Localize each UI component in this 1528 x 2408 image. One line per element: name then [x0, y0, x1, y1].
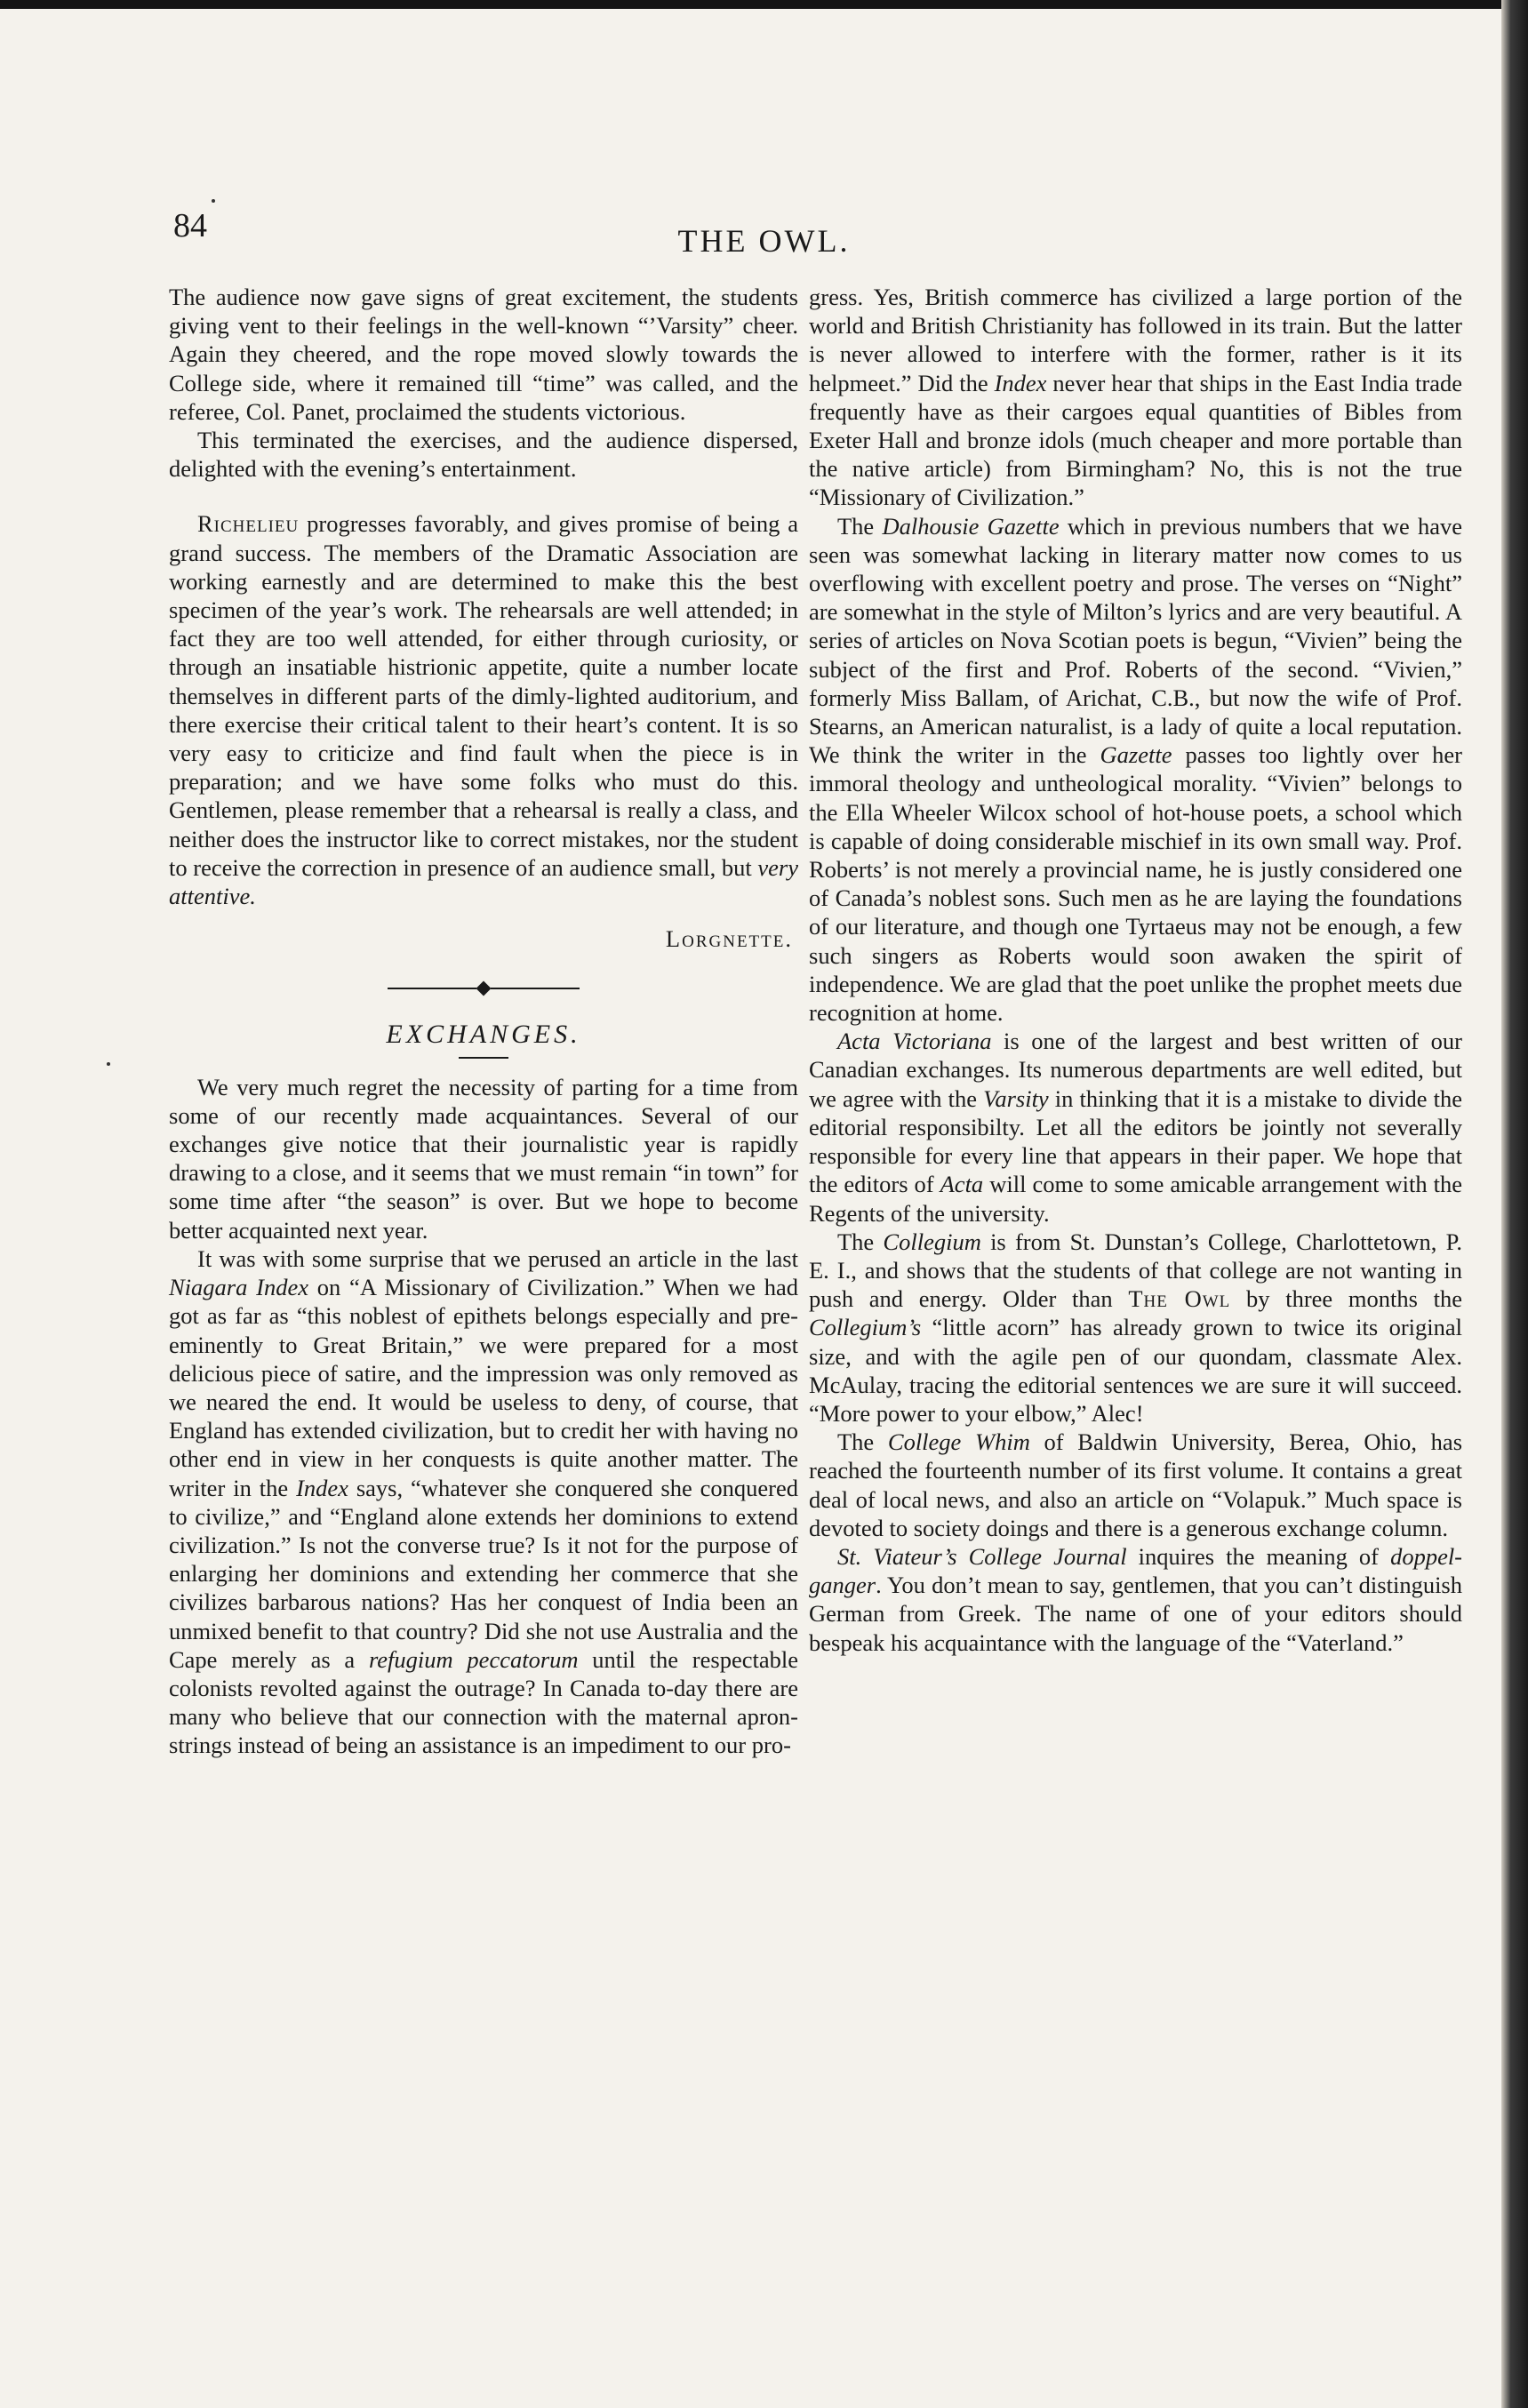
paragraph-text: will come to some amicable arrangement with the Regents of the university. — [809, 1171, 1462, 1227]
paragraph-text: until the respectable colonists revolted against the outrage? In Canada to-day there are many who believe that our connection with the maternal apron-strings instead of being an assistance is an impediment to our pro- — [169, 1645, 798, 1759]
paragraph — [169, 509, 798, 910]
print-speck — [107, 1062, 110, 1066]
publication-title: Dalhousie Gazette — [882, 512, 1060, 540]
paragraph-text: passes too lightly over her immoral theology and untheological morality. “Vivien” belongs to the Ella Wheeler Wilcox school of hot-house poets, a school which is capable of doing considerable mischief in its own small way. Prof. Roberts’ is not merely a provincial name, he is justly considered one of Canada’s noblest sons. Such men as he are laying the foundations of our literature, and though one Tyrtaeus may not be enough, a few such singers as Roberts would soon awaken the spirit of independence. We are glad that the poet unlike the prophet meets due recognition at home. — [809, 741, 1463, 1027]
paragraph-text: It was with some surprise that we perused an article in the last — [197, 1244, 798, 1272]
foreign-word: doppel-ganger — [809, 1542, 1463, 1599]
signature: Lorgnette. — [665, 925, 793, 953]
paragraph — [809, 283, 1462, 512]
paragraph-text: of Baldwin University, Berea, Ohio, has reached the fourteenth number of its first volume. It contains a great deal of local news, and also an article on “Volapuk.” Much space is devoted to society doings and there is a generous exchange column. — [809, 1428, 1463, 1541]
publication-title: Niagara Index — [169, 1274, 308, 1301]
publication-title: Collegium’s — [809, 1314, 922, 1341]
paragraph-text: The — [837, 512, 883, 540]
divider-line — [388, 988, 476, 989]
paragraph — [169, 1244, 798, 1760]
paragraph-text: which in previous numbers that we have seen was somewhat lacking in literary matter now comes to us overflowing with excellent poetry and prose. The verses on “Night” are somewhat in the style of Milton’s lyrics and are very beautiful. A series of articles on Nova Scotian poets is begun, “Vivien” being the subject of the first and Prof. Roberts of the second. “Vivien,” formerly Miss Ballam, of Arichat, C.B., but now the wife of Prof. Stearns, an American naturalist, is a lady of quite a local reputation. We think the writer in the — [809, 512, 1463, 769]
publication-title: Index — [994, 369, 1047, 396]
publication-title: College Whim — [887, 1428, 1030, 1456]
page-number: 84 — [173, 207, 207, 244]
publication-title: Acta Victoriana — [837, 1028, 992, 1055]
paragraph — [809, 512, 1462, 1028]
paragraph-text: is one of the largest and best written of our Canadian exchanges. Its numerous departments are well edited, but we agree with the — [809, 1028, 1462, 1112]
running-head: THE OWL. — [677, 223, 851, 259]
publication-title: Acta — [940, 1171, 984, 1198]
paragraph-text: progresses favorably, and gives promise of being a grand success. The members of the Dramatic Association are working earnestly and are determined to make this the best specimen of the year’s work. The rehearsals are well attended; in fact they are too well attended, for either through curiosity, or through an insatiable histrionic appetite, quite a number locate themselves in different parts of the dimly-lighted auditorium, and there exercise their critical talent to their heart’s content. It is so very easy to criticize and find fault when the piece is in preparation; and we have some folks who must do this. Gentlemen, please remember that a rehearsal is really a class, and neither does the instructor like to correct mistakes, nor the student to receive the correction in presence of an audience small, but — [169, 510, 798, 881]
paragraph-text: is from St. Dunstan’s College, Charlottetown, P. E. I., and shows that the students of that college are not wanting in push and energy. Older than — [809, 1228, 1462, 1313]
paragraph-text: “little acorn” has already grown to twice its original size, and with the agile pen of our quondam, classmate Alex. McAulay, tracing the editorial sentences we are sure it will succeed. “More power to your elbow,” Alec! — [809, 1314, 1462, 1427]
paragraph-text: in thinking that it is a mistake to divide the editorial responsibilty. Let all the editors be jointly not severally responsible for every line that appears in their paper. We hope that the editors of — [809, 1084, 1463, 1198]
paragraph-text: The — [837, 1428, 888, 1456]
paragraph — [809, 1428, 1462, 1542]
paragraph: The audience now gave signs of great excitement, the students giving vent to their feelings in the well-known “’Varsity” cheer. Again they cheered, and the rope moved slowly towards the College side, where it remained till “time” was called, and the referee, Col. Panet, proclaimed the students victorious. — [169, 284, 798, 425]
paragraph-text: . You don’t mean to say, gentlemen, that you can’t distinguish German from Greek. The name of one of your editors should bespeak his acquaintance with the language of the “Vaterland.” — [809, 1572, 1462, 1656]
paragraph-text: inquires the meaning of — [1126, 1542, 1391, 1570]
scan-binding-edge — [1501, 0, 1528, 2408]
paragraph: This terminated the exercises, and the audience dispersed, delighted with the evening’s entertainment. — [169, 427, 798, 483]
section-divider — [169, 983, 798, 994]
paragraph-text: on “A Missionary of Civilization.” When we had got as far as “this noblest of epithets belongs especially and pre-eminently to Great Britain,” we were prepared for a most delicious piece of satire, and the impression was only removed as we neared the end. It would be useless to deny, of course, that England has extended civilization, but to credit her with having no other end in view in her conquests is quite another matter. The writer in the — [169, 1274, 798, 1501]
latin-phrase: refugium peccatorum — [368, 1645, 579, 1673]
paragraph-text: The — [837, 1228, 884, 1255]
paragraph-text: gress. Yes, British commerce has civilized a large portion of the world and British Christianity has followed in its train. But the latter is never allowed to interfere with the former, rather is it its helpmeet.” Did the — [809, 284, 1462, 396]
divider-line — [491, 988, 580, 989]
divider-diamond — [476, 981, 492, 996]
publication-title: Varsity — [983, 1084, 1049, 1112]
paragraph-text: never hear that ships in the East India trade frequently have as their cargoes equal quantities of Bibles from Exeter Hall and bronze idols (much cheaper and more portable than the native article) from Birmingham? No, this is not the true “Missionary of Civilization.” — [809, 369, 1462, 511]
paragraph — [809, 1542, 1462, 1657]
publication-title: St. Viateur’s College Journal — [837, 1542, 1127, 1570]
publication-title: Index — [296, 1474, 348, 1501]
heading-rule — [459, 1057, 508, 1059]
paragraph-text: by three months the — [1230, 1285, 1462, 1313]
left-column — [169, 283, 798, 1760]
right-column — [809, 283, 1462, 1657]
paragraph-text: says, “whatever she conquered she conquered to civilize,” and “England alone extends her dominions to extend civilization.” Is not the converse true? Is it not for the purpose of enlarging her dominions and extending her commerce that she civilizes barbarous nations? Has her conquest of India been an unmixed benefit to that country? Did she not use Australia and the Cape merely as a — [169, 1474, 799, 1673]
scan-top-edge — [0, 0, 1528, 9]
publication-title: Gazette — [1100, 741, 1172, 769]
paragraph — [809, 1027, 1462, 1227]
play-title: Richelieu — [197, 510, 300, 538]
print-speck — [212, 199, 215, 203]
emphasis: very attentive. — [169, 853, 798, 910]
section-heading: EXCHANGES. — [386, 1020, 581, 1050]
paragraph — [809, 1228, 1462, 1428]
publication-title: The Owl — [1128, 1285, 1231, 1313]
publication-title: Collegium — [883, 1228, 981, 1255]
paragraph: We very much regret the necessity of parting for a time from some of our recently made acquaintances. Several of our exchanges give notice that their journalistic year is rapidly drawing to a close, and it seems that we must remain “in town” for some time after “the season” is over. But we hope to become better acquainted next year. — [169, 1073, 798, 1244]
